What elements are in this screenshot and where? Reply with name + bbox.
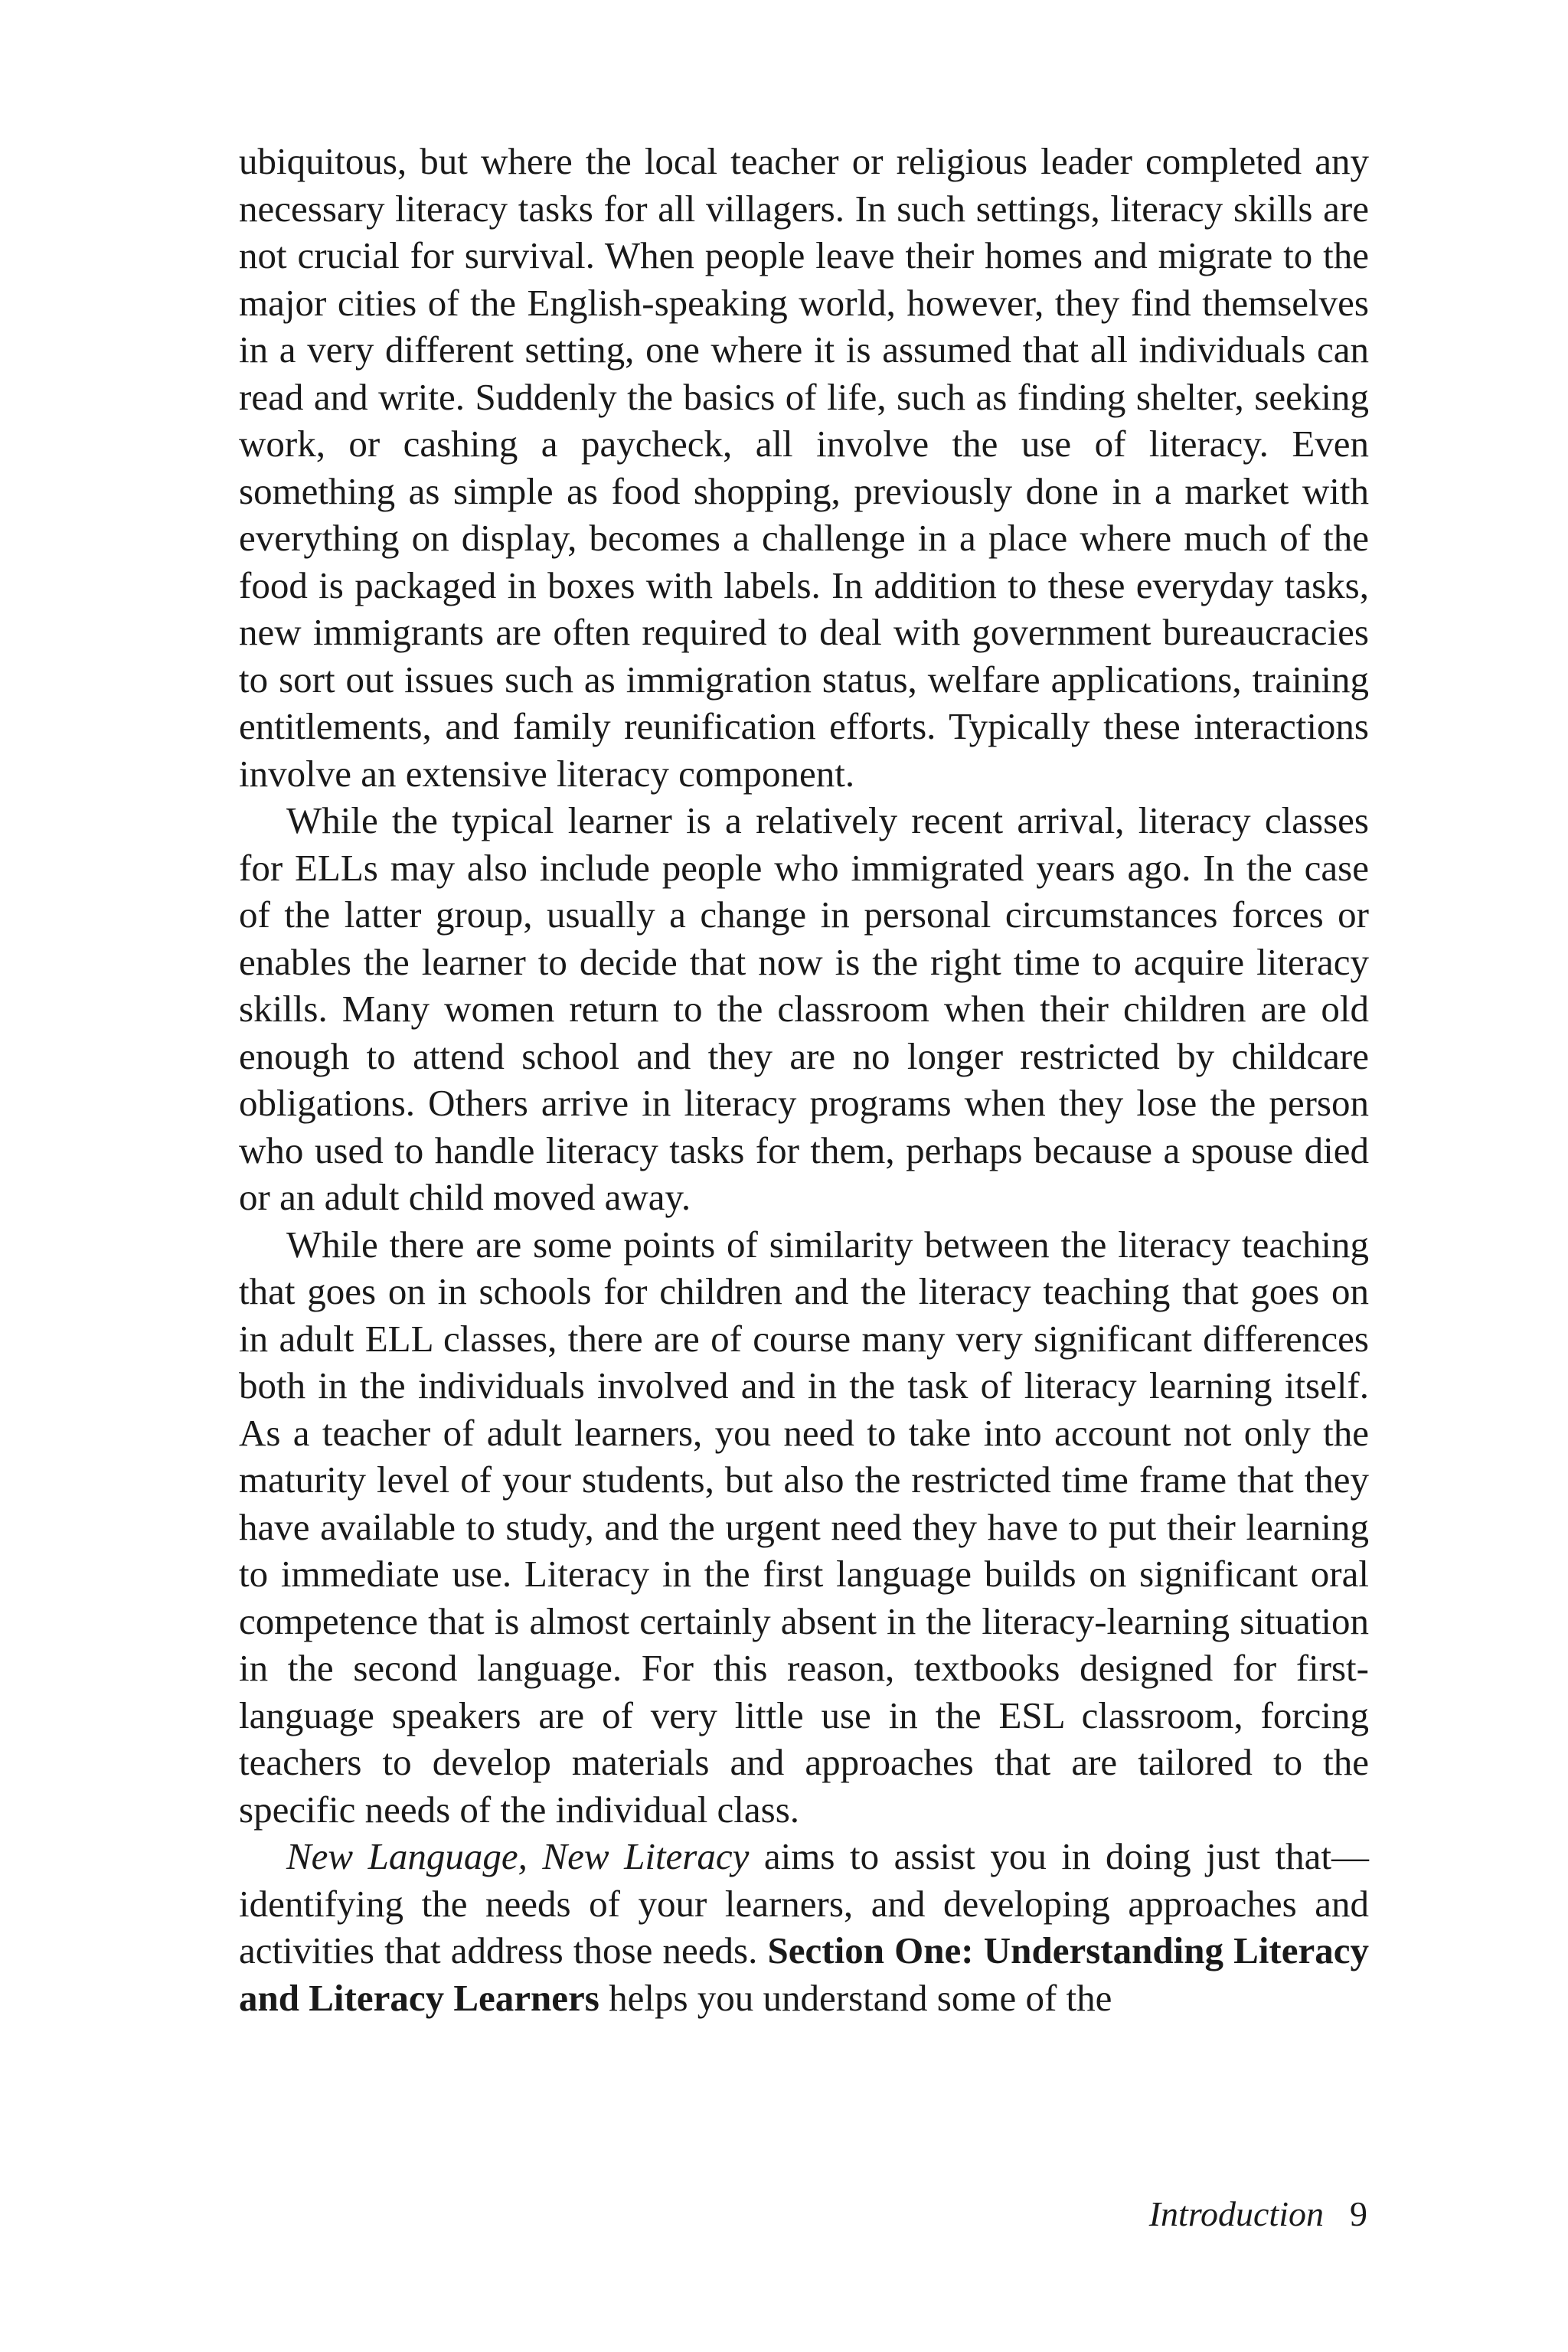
paragraph-4-text-mid: aims to assist you in doing just that—identifying the needs of your learners, and developing approaches and activities that address those needs. — [239, 1835, 1369, 1971]
body-text — [239, 138, 1369, 2021]
paragraph-1: ubiquitous, but where the local teacher or religious leader completed any necessary literacy tasks for all villagers. In such settings, literacy skills are not crucial for survival. When people leave their homes and migrate to the major cities of the English-speaking world, however, they find themselves in a very different setting, one where it is assumed that all individuals can read and write. Suddenly the basics of life, such as finding shelter, seeking work, or cashing a paycheck, all involve the use of literacy. Even something as simple as food shopping, previously done in a market with everything on display, becomes a challenge in a place where much of the food is packaged in boxes with labels. In addition to these everyday tasks, new immigrants are often required to deal with government bureaucracies to sort out issues such as immigration status, welfare applications, training entitlements, and family reunification efforts. Typically these interactions involve an extensive literacy component. — [239, 140, 1369, 795]
page-footer — [1149, 2191, 1367, 2237]
book-title-italic: New Language, New Literacy — [286, 1835, 750, 1877]
running-footer-section: Introduction — [1148, 2194, 1324, 2233]
paragraph-4 — [239, 1833, 1369, 2021]
paragraph-4-text-end: helps you understand some of the — [599, 1976, 1112, 2019]
page-number: 9 — [1350, 2194, 1367, 2233]
section-one-title-bold: Section One: Understanding Literacy and Literacy Learners — [239, 1929, 1369, 2019]
paragraph-3: While there are some points of similarity between the literacy teaching that goes on in schools for children and the literacy teaching that goes on in adult ELL classes, there are of course many very significant differences both in the individuals involved and in the task of literacy learning itself. As a teacher of adult learners, you need to take into account not only the maturity level of your students, but also the restricted time frame that they have available to study, and the urgent need they have to put their learning to immediate use. Literacy in the first language builds on significant oral competence that is almost certainly absent in the literacy-learning situation in the second language. For this reason, textbooks designed for first-language speakers are of very little use in the ESL classroom, forcing teachers to develop materials and approaches that are tailored to the specific needs of the individual class. — [239, 1223, 1369, 1831]
paragraph-2: While the typical learner is a relatively recent arrival, literacy classes for ELLs may also include people who immigrated years ago. In the case of the latter group, usually a change in personal circumstances forces or enables the learner to decide that now is the right time to acquire literacy skills. Many women return to the classroom when their children are old enough to attend school and they are no longer restricted by childcare obligations. Others arrive in literacy programs when they lose the person who used to handle literacy tasks for them, perhaps because a spouse died or an adult child moved away. — [239, 799, 1369, 1218]
